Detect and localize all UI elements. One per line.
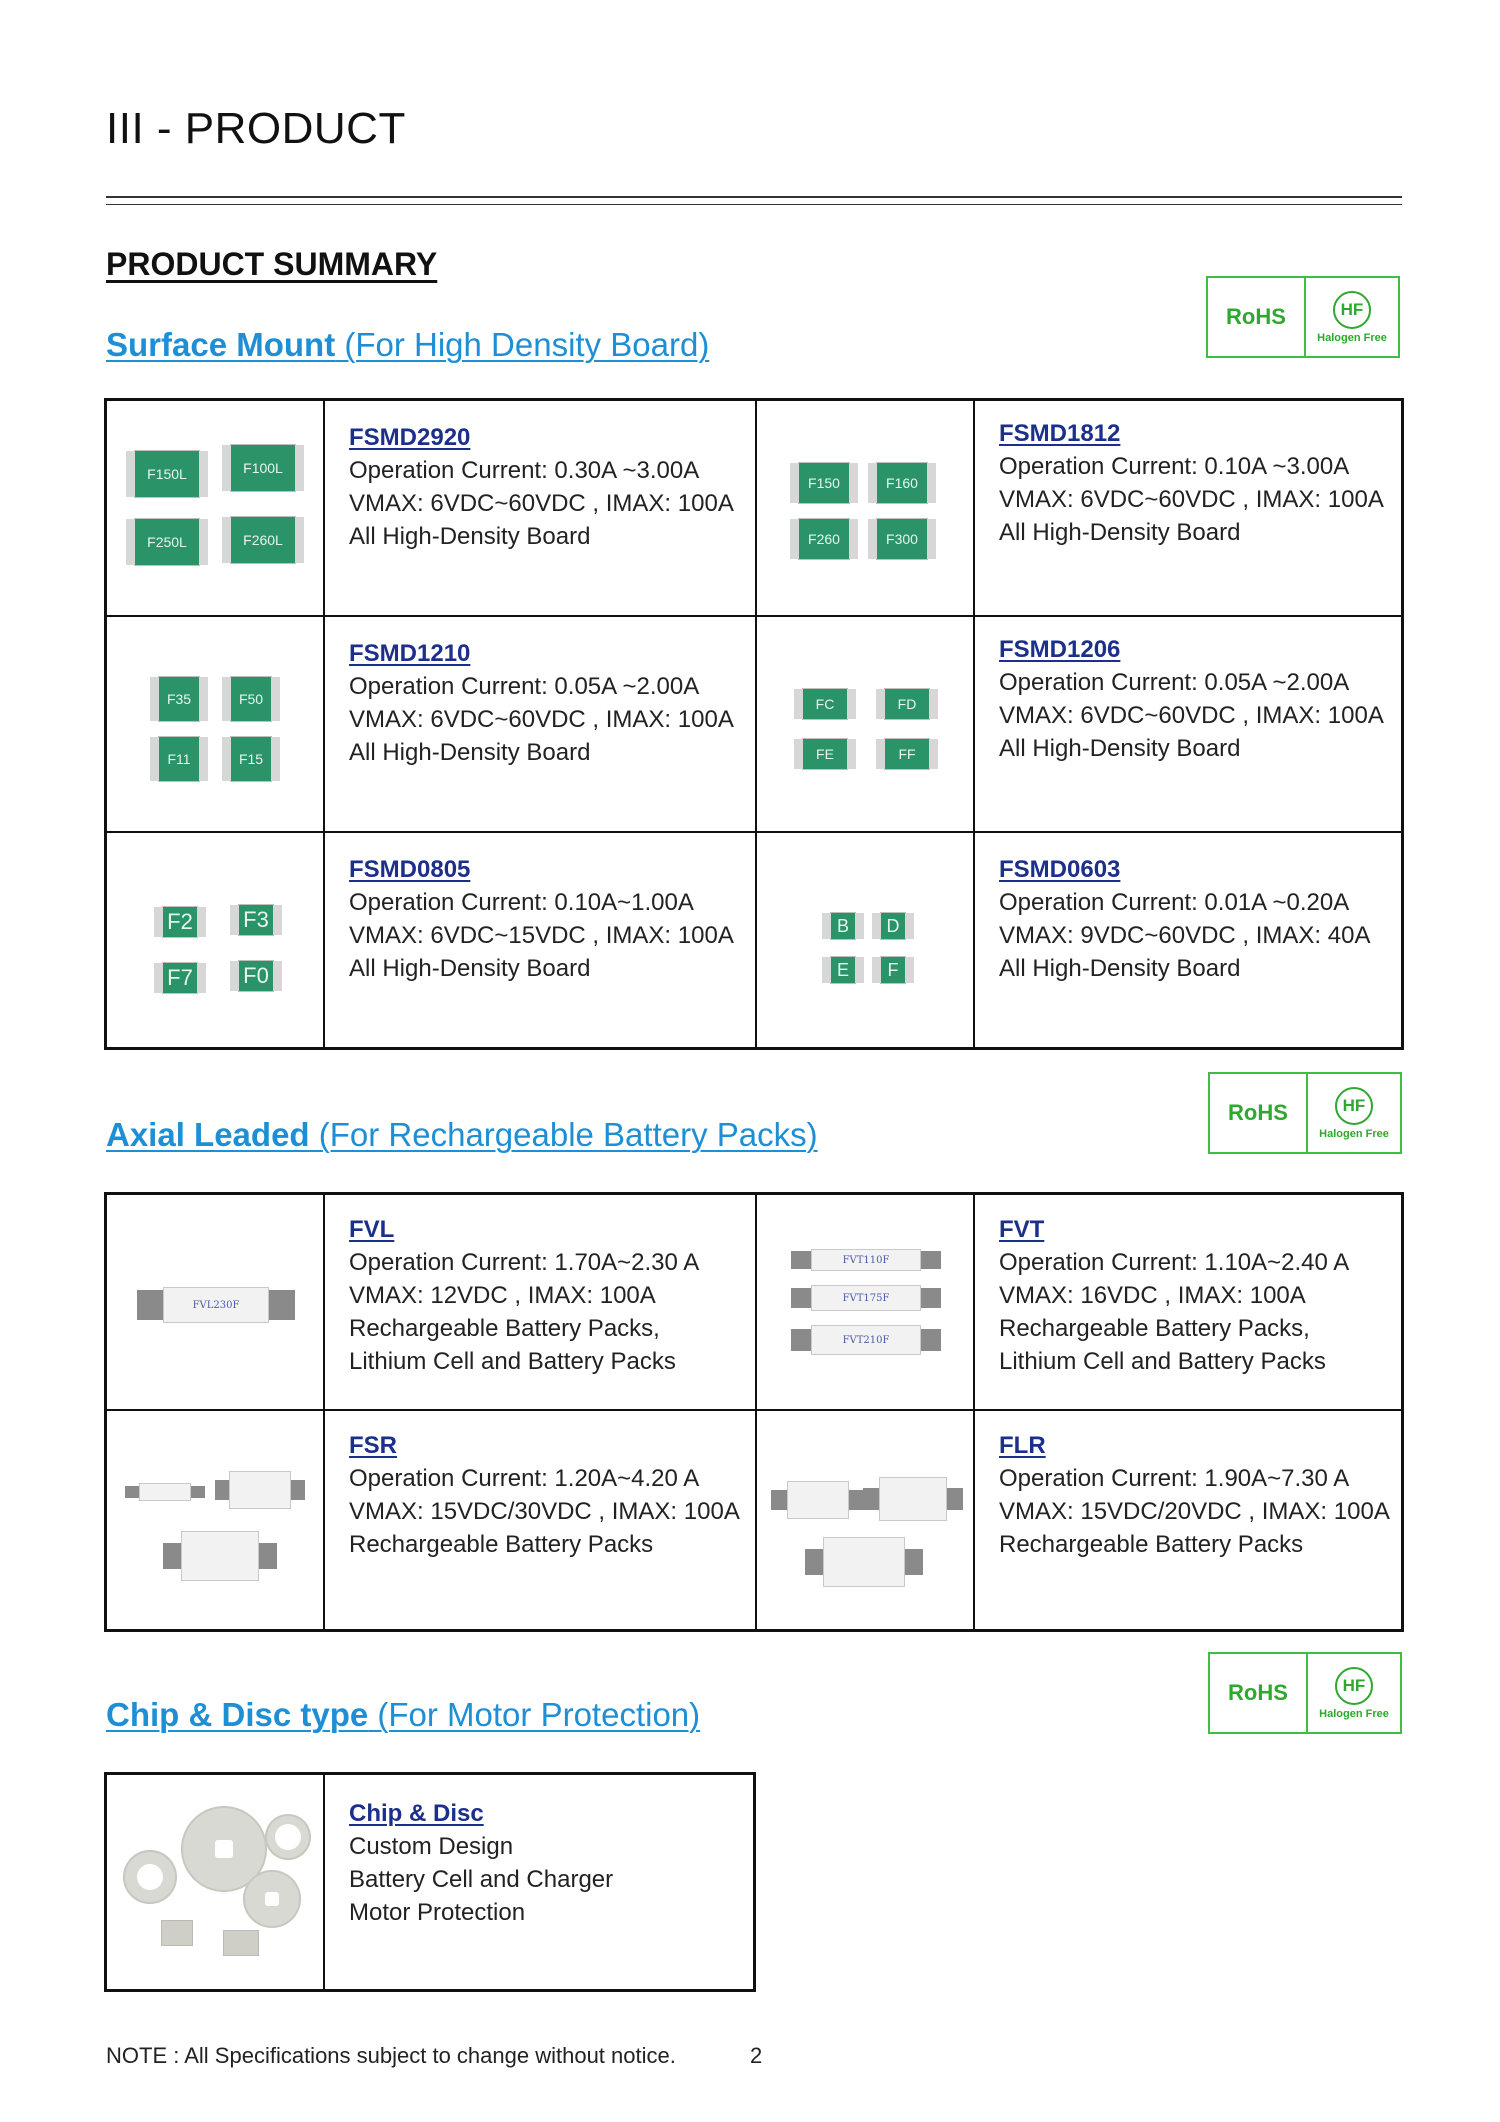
chip-square-image [223,1930,259,1956]
spec-line: All High-Density Board [349,523,591,550]
spec-line: Rechargeable Battery Packs [349,1531,654,1558]
product-info-fsmd1812 [975,401,1401,617]
product-name-link[interactable]: FSMD1812 [999,420,1121,447]
product-info-fsmd0603 [975,833,1401,1047]
halogen-free-mark [1308,1074,1400,1152]
axial-part-image [863,1477,963,1521]
spec-line: Motor Protection [349,1899,526,1926]
section-title-sub: (For High Density Board) [335,326,710,363]
spec-line: VMAX: 6VDC~60VDC , IMAX: 100A [999,486,1384,513]
product-info-fsmd0805 [325,833,757,1047]
section-title-surface-mount [106,326,709,364]
spec-line: Operation Current: 1.70A~2.30 A [349,1249,700,1276]
spec-line: Operation Current: 1.90A~7.30 A [999,1465,1350,1492]
halogen-free-mark [1308,1654,1400,1732]
product-name-link[interactable]: FLR [999,1432,1046,1459]
spec-line: Operation Current: 0.10A~1.00A [349,889,694,916]
spec-line: All High-Density Board [999,735,1241,762]
chip-image: F100L [231,445,295,491]
hf-icon: HF [1333,291,1371,329]
chip-image: F2 [163,907,197,937]
spec-line: Battery Cell and Charger [349,1866,614,1893]
chip-image: F300 [877,519,927,559]
axial-part-label: FVT110F [811,1249,921,1271]
axial-part-image [805,1537,923,1587]
axial-part-image [137,1287,295,1323]
spec-line: All High-Density Board [349,739,591,766]
product-name-link[interactable]: FSMD1210 [349,640,471,667]
product-image-fsmd1210 [107,617,325,833]
summary-heading: PRODUCT SUMMARY [106,246,438,282]
chip-image: F35 [159,677,199,721]
product-image-fsmd2920 [107,401,325,617]
page-number: 2 [750,2043,763,2068]
disc-image [265,1814,311,1860]
product-name-link[interactable]: FSMD0603 [999,856,1121,883]
chip-image: F250L [135,519,199,565]
axial-part-image [771,1481,865,1519]
chip-image: F11 [159,737,199,781]
product-info-flr [975,1411,1401,1629]
rohs-label: RoHS [1210,1074,1308,1152]
chip-image: FC [803,689,847,719]
product-info-fvl [325,1195,757,1411]
spec-line: Lithium Cell and Battery Packs [349,1348,676,1375]
spec-line: Operation Current: 0.10A ~3.00A [999,453,1350,480]
product-info-fsmd1206 [975,617,1401,833]
spec-line: Rechargeable Battery Packs [999,1531,1304,1558]
product-image-fvt [757,1195,975,1411]
product-name-link[interactable]: FSMD2920 [349,424,471,451]
chip-image: F150 [799,463,849,503]
spec-line: Custom Design [349,1833,514,1860]
product-name-link[interactable]: FVL [349,1216,395,1243]
product-info-fsmd2920 [325,401,757,617]
surface-mount-table [104,398,1404,1050]
chip-image: F15 [231,737,271,781]
spec-line: VMAX: 6VDC~60VDC , IMAX: 100A [349,490,734,517]
section-title-sub: (For Rechargeable Battery Packs) [309,1116,818,1153]
halogen-free-label: Halogen Free [1317,331,1387,344]
axial-part-image [791,1325,941,1355]
axial-part-image [791,1285,941,1311]
chip-image: F0 [239,961,273,991]
product-image-fsmd1812 [757,401,975,617]
rohs-hf-badge [1208,1652,1402,1734]
spec-line: Operation Current: 0.05A ~2.00A [349,673,700,700]
chip-image: F50 [231,677,271,721]
product-info-fsmd1210 [325,617,757,833]
axial-part-label: FVT175F [811,1285,921,1311]
chip-image: F260L [231,517,295,563]
halogen-free-label: Halogen Free [1319,1707,1389,1720]
footer-note: NOTE : All Specifications subject to change without notice. [106,2043,676,2068]
chip-image: B [831,913,855,939]
axial-part-image [163,1531,277,1581]
section-title-sub: (For Motor Protection) [368,1696,701,1733]
spec-line: VMAX: 6VDC~15VDC , IMAX: 100A [349,922,734,949]
product-image-fsmd0805 [107,833,325,1047]
product-info-fvt [975,1195,1401,1411]
rohs-label: RoHS [1208,278,1306,356]
spec-line: Operation Current: 0.30A ~3.00A [349,457,700,484]
chip-image: FF [885,739,929,769]
chip-image: D [881,913,905,939]
spec-line: All High-Density Board [999,519,1241,546]
chip-image: F160 [877,463,927,503]
axial-part-label: FVT210F [811,1325,921,1355]
product-image-fvl [107,1195,325,1411]
product-name-link[interactable]: FSR [349,1432,397,1459]
product-name-link[interactable]: Chip & Disc [349,1800,484,1827]
rohs-label: RoHS [1210,1654,1308,1732]
product-name-link[interactable]: FSMD0805 [349,856,471,883]
chip-square-image [161,1920,193,1946]
disc-image [123,1850,177,1904]
spec-line: VMAX: 15VDC/20VDC , IMAX: 100A [999,1498,1390,1525]
hf-icon: HF [1335,1667,1373,1705]
spec-line: All High-Density Board [999,955,1241,982]
chip-disc-table [104,1772,756,1992]
axial-leaded-table [104,1192,1404,1632]
product-image-chip-disc [107,1775,325,1989]
header-rule [106,196,1402,198]
spec-line: Operation Current: 1.10A~2.40 A [999,1249,1350,1276]
chip-image: F3 [239,905,273,935]
product-info-fsr [325,1411,757,1629]
chip-image: F [881,957,905,983]
disc-image [243,1870,301,1928]
spec-line: Operation Current: 0.01A ~0.20A [999,889,1350,916]
spec-line: VMAX: 12VDC , IMAX: 100A [349,1282,656,1309]
rohs-hf-badge [1208,1072,1402,1154]
spec-line: Operation Current: 1.20A~4.20 A [349,1465,700,1492]
chip-image: F7 [163,963,197,993]
chip-image: E [831,957,855,983]
section-title-main: Chip & Disc type [106,1696,369,1733]
spec-line: VMAX: 16VDC , IMAX: 100A [999,1282,1306,1309]
spec-line: VMAX: 6VDC~60VDC , IMAX: 100A [349,706,734,733]
chip-image: FD [885,689,929,719]
product-image-fsr [107,1411,325,1629]
chip-image: F260 [799,519,849,559]
spec-line: VMAX: 9VDC~60VDC , IMAX: 40A [999,922,1371,949]
product-info-chip-disc [325,1775,753,1989]
spec-line: Rechargeable Battery Packs, [349,1315,660,1342]
section-title-main: Axial Leaded [106,1116,310,1153]
product-image-fsmd1206 [757,617,975,833]
product-name-link[interactable]: FVT [999,1216,1045,1243]
product-image-fsmd0603 [757,833,975,1047]
spec-line: Rechargeable Battery Packs, [999,1315,1310,1342]
halogen-free-label: Halogen Free [1319,1127,1389,1140]
spec-line: VMAX: 6VDC~60VDC , IMAX: 100A [999,702,1384,729]
section-title-main: Surface Mount [106,326,336,363]
product-name-link[interactable]: FSMD1206 [999,636,1121,663]
header-rule-thin [106,204,1402,205]
halogen-free-mark [1306,278,1398,356]
chip-image: FE [803,739,847,769]
spec-line: Lithium Cell and Battery Packs [999,1348,1326,1375]
section-title-axial-leaded [106,1116,818,1154]
axial-part-image [791,1249,941,1271]
spec-line: All High-Density Board [349,955,591,982]
hf-icon: HF [1335,1087,1373,1125]
page-title: III - PRODUCT [106,104,406,153]
spec-line: VMAX: 15VDC/30VDC , IMAX: 100A [349,1498,740,1525]
spec-line: Operation Current: 0.05A ~2.00A [999,669,1350,696]
axial-part-image [215,1471,305,1509]
chip-image: F150L [135,451,199,497]
axial-part-label: FVL230F [163,1287,269,1323]
section-title-chip-disc [106,1696,700,1734]
rohs-hf-badge [1206,276,1400,358]
product-image-flr [757,1411,975,1629]
axial-part-image [125,1483,205,1501]
